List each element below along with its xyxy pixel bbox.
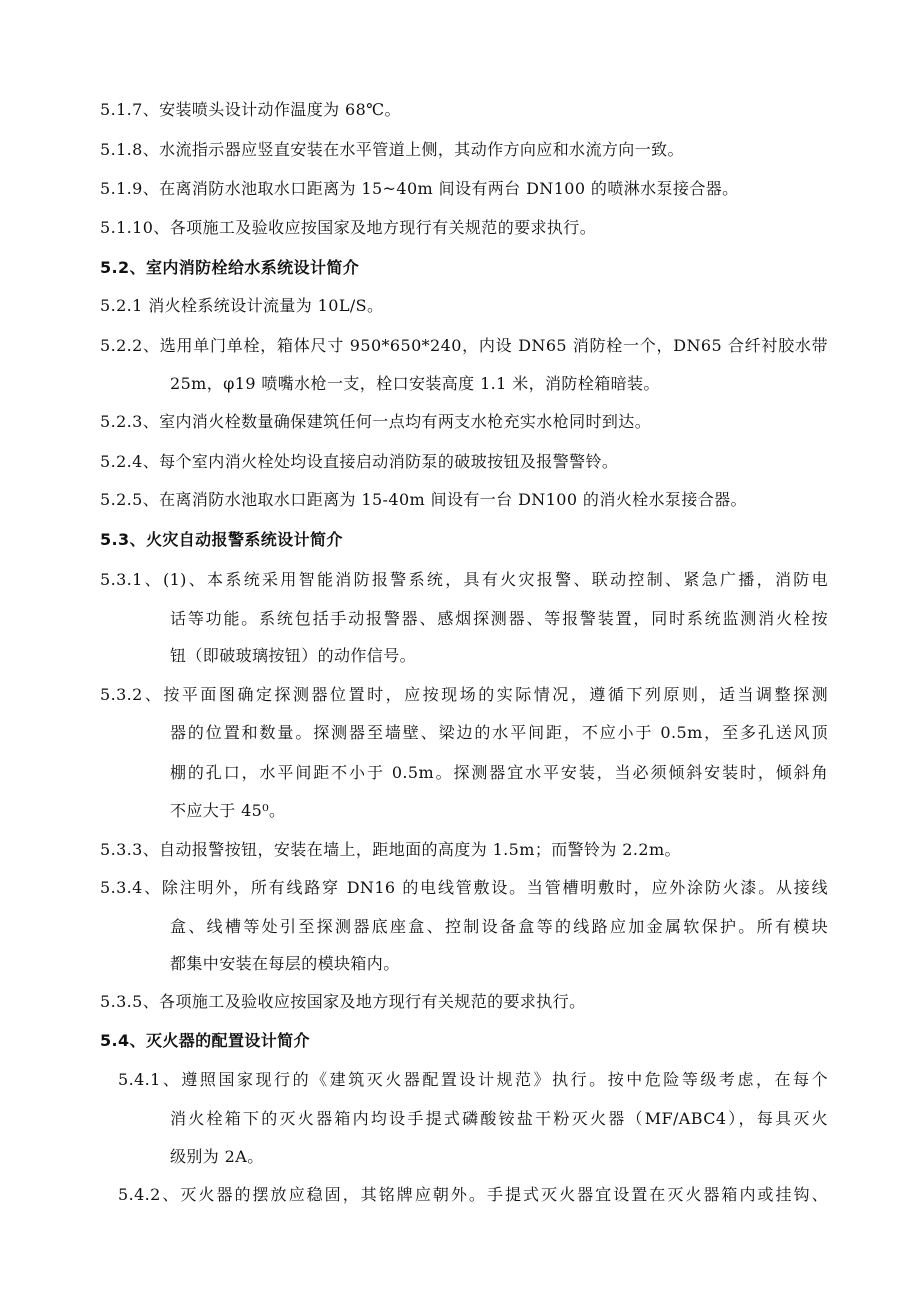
clause-5-1-10: 5.1.10、各项施工及验收应按国家及地方现行有关规范的要求执行。	[100, 218, 597, 237]
clause-5-3-2-line-4: 不应大于 45⁰。	[170, 801, 286, 820]
clause-5-1-8: 5.1.8、水流指示器应竖直安装在水平管道上侧，其动作方向应和水流方向一致。	[100, 140, 684, 159]
clause-5-1-7: 5.1.7、安装喷头设计动作温度为 68℃。	[100, 100, 401, 119]
clause-5-2-4: 5.2.4、每个室内消火栓处均设直接启动消防泵的破玻按钮及报警警铃。	[100, 452, 619, 471]
clause-5-3-2-line-1: 5.3.2、按平面图确定探测器位置时，应按现场的实际情况，遵循下列原则，适当调整探测	[100, 685, 828, 704]
clause-5-2-2-line-2: 25m，φ19 喷嘴水枪一支，栓口安装高度 1.1 米，消防栓箱暗装。	[170, 374, 660, 393]
clause-5-4-1-line-1: 5.4.1、遵照国家现行的《建筑灭火器配置设计规范》执行。按中危险等级考虑，在每个	[118, 1070, 828, 1089]
clause-5-2-2-line-1: 5.2.2、选用单门单栓，箱体尺寸 950*650*240，内设 DN65 消防栓一个，DN65 合纤衬胶水带	[100, 336, 828, 355]
clause-5-4-2-line-1: 5.4.2、灭火器的摆放应稳固，其铭牌应朝外。手提式灭火器宜设置在灭火器箱内或挂钩、	[118, 1185, 828, 1204]
section-heading-5-3: 5.3、火灾自动报警系统设计简介	[100, 530, 343, 549]
clause-5-3-4-line-3: 都集中安装在每层的模块箱内。	[170, 954, 400, 973]
clause-5-3-4-line-2: 盒、线槽等处引至探测器底座盒、控制设备盒等的线路应加金属软保护。所有模块	[170, 917, 828, 936]
clause-5-2-3: 5.2.3、室内消火栓数量确保建筑任何一点均有两支水枪充实水枪同时到达。	[100, 412, 652, 431]
section-heading-5-2: 5.2、室内消防栓给水系统设计简介	[100, 258, 360, 277]
clause-5-3-1-line-3: 钮（即破玻璃按钮）的动作信号。	[170, 646, 417, 665]
clause-5-4-1-line-2: 消火栓箱下的灭火器箱内均设手提式磷酸铵盐干粉灭火器（MF/ABC4），每具灭火	[170, 1109, 828, 1128]
clause-5-4-1-line-3: 级别为 2A。	[170, 1147, 264, 1166]
clause-5-3-2-line-2: 器的位置和数量。探测器至墙壁、梁边的水平间距，不应小于 0.5m，至多孔送风顶	[170, 723, 828, 742]
clause-5-3-2-line-3: 棚的孔口，水平间距不小于 0.5m。探测器宜水平安装，当必须倾斜安装时，倾斜角	[170, 763, 828, 782]
clause-5-2-5: 5.2.5、在离消防水池取水口距离为 15-40m 间设有一台 DN100 的消火栓水泵接合器。	[100, 490, 747, 509]
clause-5-3-1-line-1: 5.3.1、(1)、本系统采用智能消防报警系统，具有火灾报警、联动控制、紧急广播，消防电	[100, 570, 828, 589]
section-heading-5-4: 5.4、灭火器的配置设计简介	[100, 1031, 310, 1050]
clause-5-3-4-line-1: 5.3.4、除注明外，所有线路穿 DN16 的电线管敷设。当管槽明敷时，应外涂防火漆。从接线	[100, 878, 828, 897]
clause-5-3-1-line-2: 话等功能。系统包括手动报警器、感烟探测器、等报警装置，同时系统监测消火栓按	[170, 609, 828, 628]
clause-5-2-1: 5.2.1 消火栓系统设计流量为 10L/S。	[100, 296, 384, 315]
clause-5-3-3: 5.3.3、自动报警按钮，安装在墙上，距地面的高度为 1.5m；而警铃为 2.2m。	[100, 840, 681, 859]
clause-5-3-5: 5.3.5、各项施工及验收应按国家及地方现行有关规范的要求执行。	[100, 992, 586, 1011]
clause-5-1-9: 5.1.9、在离消防水池取水口距离为 15~40m 间设有两台 DN100 的喷淋水泵接合器。	[100, 179, 739, 198]
